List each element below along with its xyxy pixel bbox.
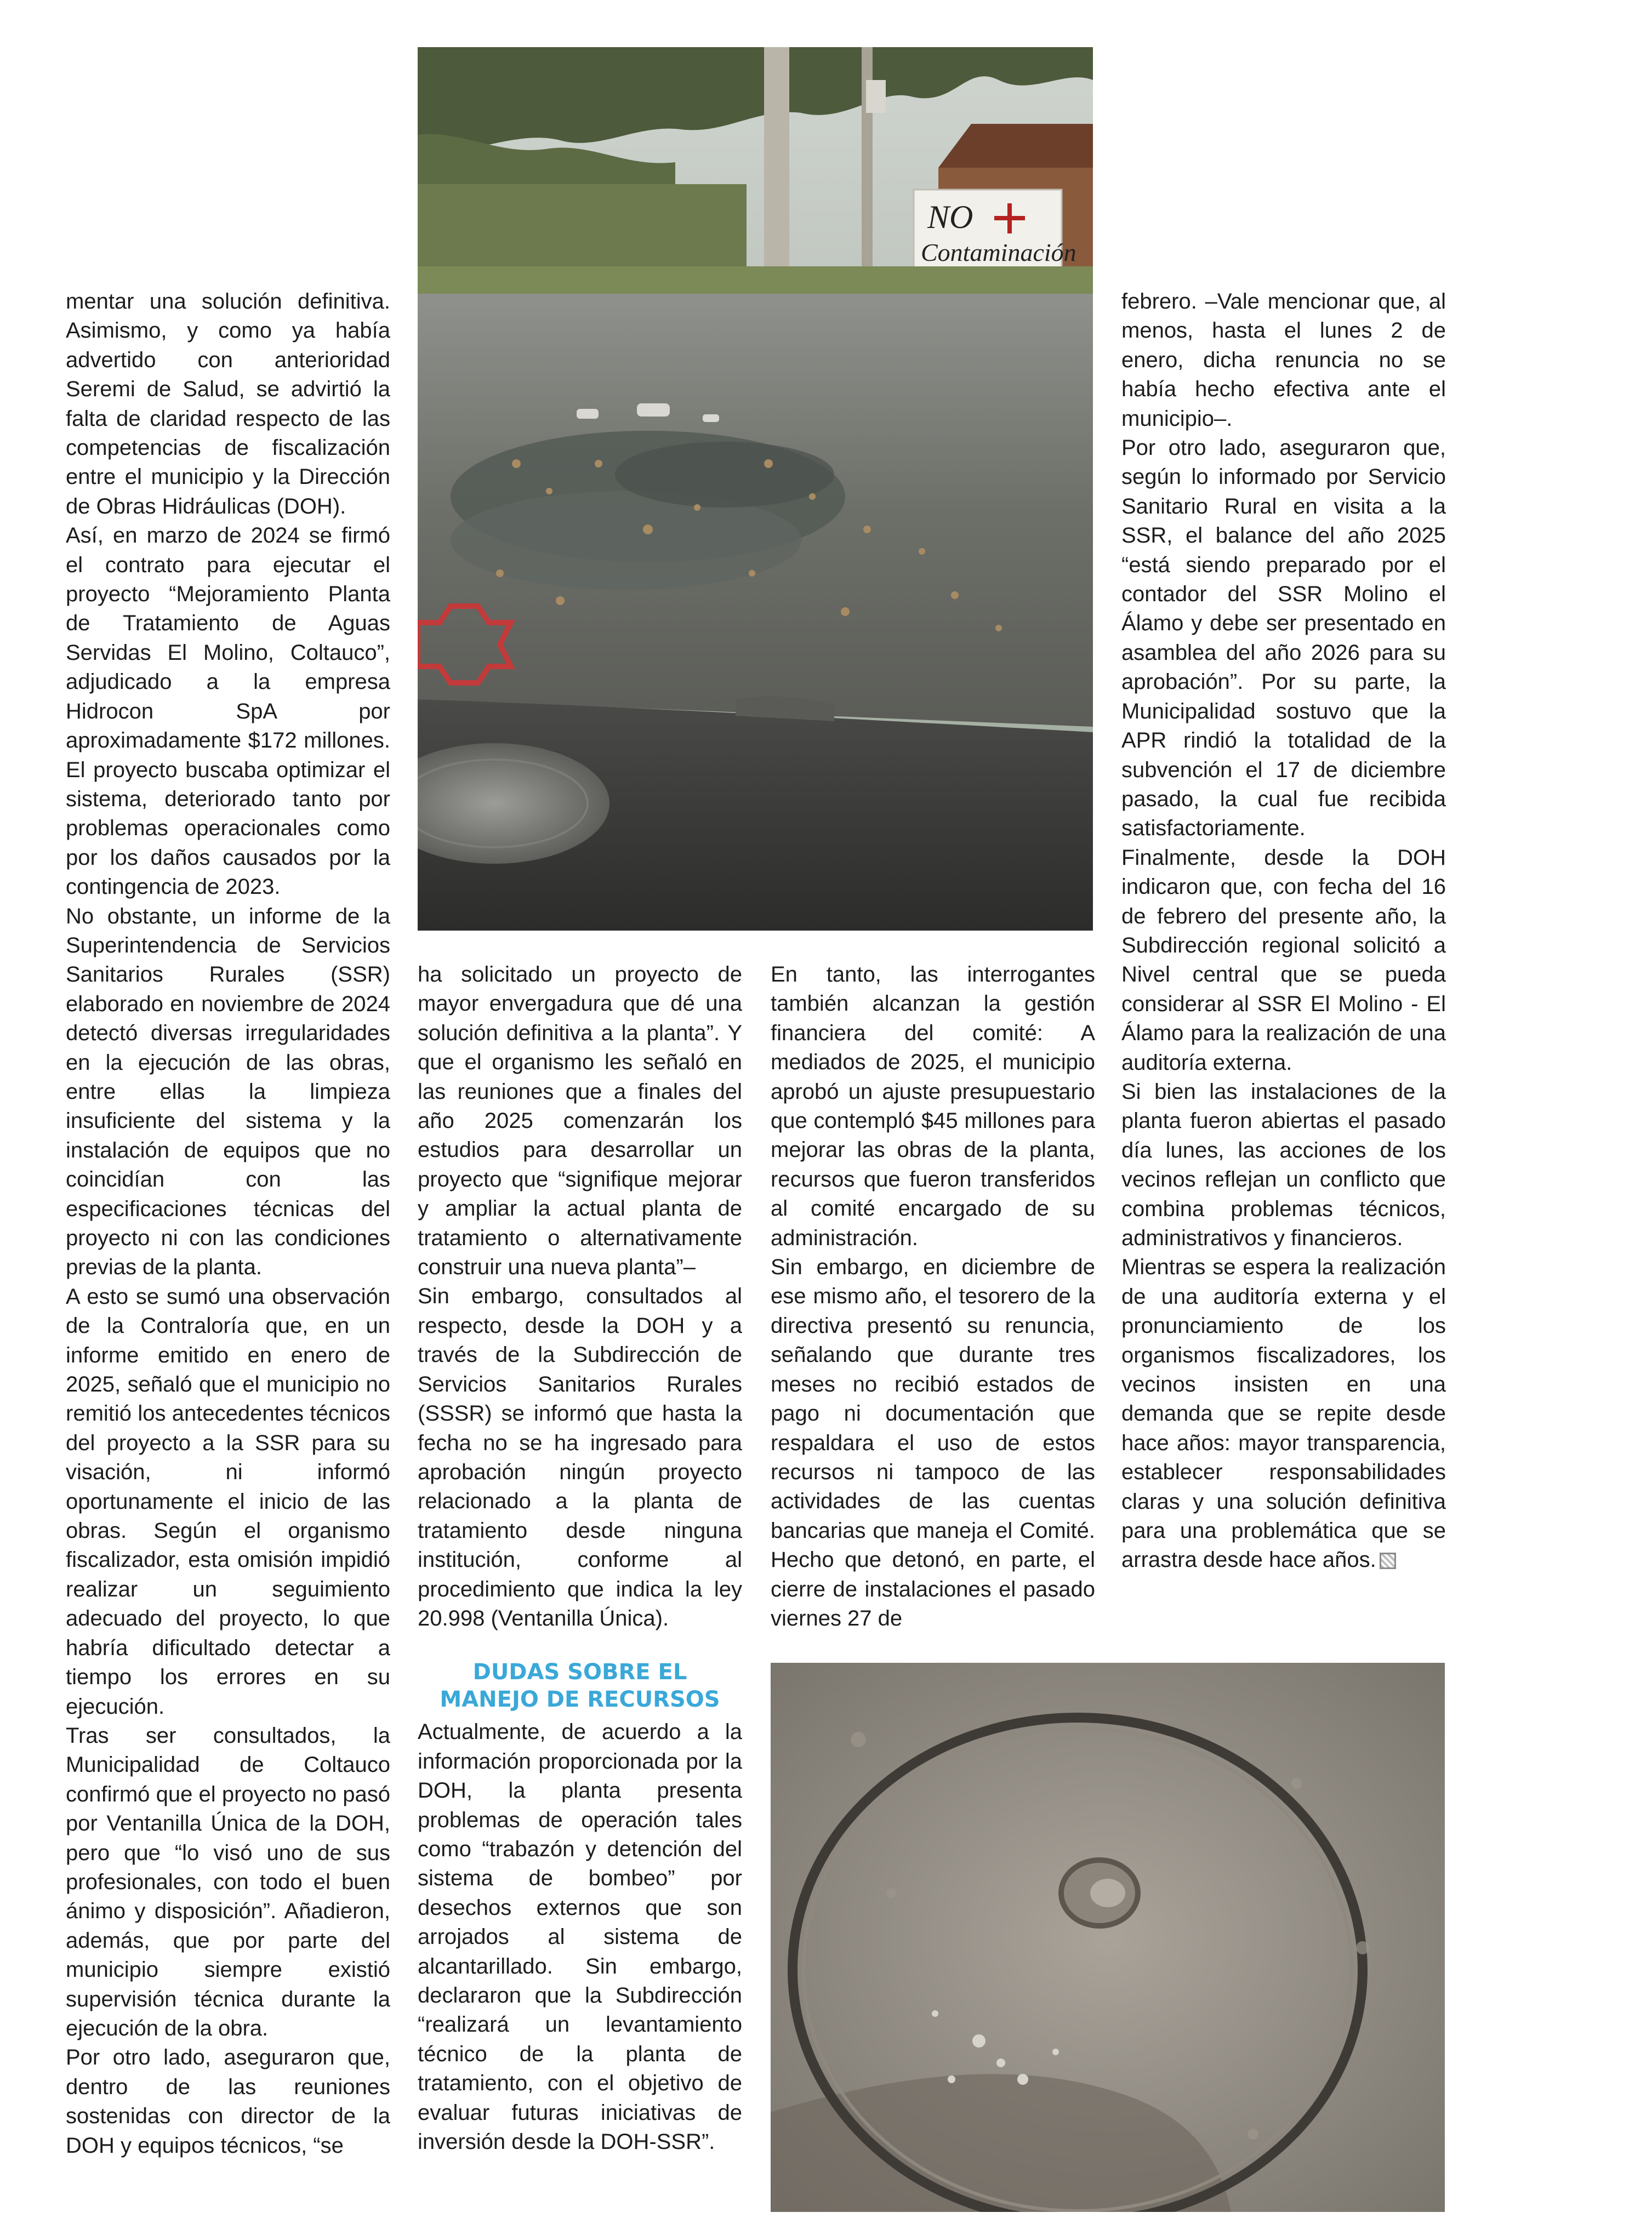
col4-paragraph: Por otro lado, aseguraron que, según lo informado por Servicio Sanitario Rural en visita a la SSR, el balance del año 2025 “está siendo preparado por el contador del SSR Molino el Álamo y debe ser presentado en asamblea del año 2026 para su aprobación”. Por su parte, la Municipalidad sostuvo que la APR rindió la totalidad de la subvención el 17 de diciembre pasado, la cual fue recibida satisfactoriamente.	[1121, 436, 1446, 841]
col1-paragraph: No obstante, un informe de la Superintendencia de Servicios Sanitarios Rurales (SSR) elaborado en noviembre de 2024 detectó diversas irregularidades en la ejecución de las obras, entre ellas la limpieza insuficiente del sistema y la instalación de equipos que no coincidían con las especificaciones técnicas del proyecto ni con las condiciones previas de la planta.	[66, 904, 390, 1280]
banner-text-no: NO	[927, 199, 973, 235]
article-end-icon	[1380, 1553, 1396, 1569]
article-column-1	[66, 287, 390, 2160]
photo-manhole-cover	[771, 1663, 1445, 2212]
col1-paragraph: Así, en marzo de 2024 se firmó el contrato para ejecutar el proyecto “Mejoramiento Planta de Tratamiento de Aguas Servidas El Molino, Coltauco”, adjudicado a la empresa Hidrocon SpA por aproximadamente $172 millones. El proyecto buscaba optimizar el sistema, deteriorado tanto por problemas operacionales como por los daños causados por la contingencia de 2023.	[66, 523, 390, 899]
subheading-line-1: DUDAS SOBRE EL	[472, 1660, 687, 1685]
col3-paragraph: En tanto, las interrogantes también alcanzan la gestión financiera del comité: A mediados de 2025, el municipio aprobó un ajuste presupuestario que contempló $45 millones para mejorar las obras de la planta, recursos que fueron transferidos al comité encargado de su administración.	[771, 962, 1095, 1250]
col1-paragraph: Por otro lado, aseguraron que, dentro de las reuniones sostenidas con director de la DOH y equipos técnicos, “se	[66, 2045, 390, 2158]
photo-sewage-road	[418, 47, 1093, 931]
col3-paragraph: Sin embargo, en diciembre de ese mismo año, el tesorero de la directiva presentó su renuncia, señalando que durante tres meses no recibió estados de pago ni documentación que respaldara el uso de estos recursos ni tampoco de las actividades de las cuentas bancarias que maneja el Comité. Hecho que detonó, en parte, el cierre de instalaciones el pasado viernes 27 de	[771, 1255, 1095, 1630]
col4-paragraph: febrero. –Vale mencionar que, al menos, hasta el lunes 2 de enero, dicha renuncia no se había hecho efectiva ante el municipio–.	[1121, 289, 1446, 431]
subheading-line-2: MANEJO DE RECURSOS	[440, 1687, 720, 1713]
article-column-3	[771, 960, 1095, 1633]
col2-paragraph: Actualmente, de acuerdo a la información proporcionada por la DOH, la planta presenta problemas de operación tales como “trabazón y detención del sistema de bombeo” por desechos externos que son arrojados al sistema de alcantarillado. Sin embargo, declararon que la Subdirección “realizará un levantamiento técnico de la planta de tratamiento, con el objetivo de evaluar futuras iniciativas de inversión desde la DOH-SSR”.	[418, 1720, 742, 2154]
col1-paragraph: mentar una solución definitiva. Asimismo, y como ya había advertido con anterioridad Seremi de Salud, se advirtió la falta de claridad respecto de las competencias de fiscalización entre el municipio y la Dirección de Obras Hidráulicas (DOH).	[66, 289, 390, 518]
photo-sewage-road-image	[418, 47, 1093, 931]
col4-last-paragraph	[1121, 1253, 1446, 1575]
photo-manhole-cover-image	[771, 1663, 1445, 2212]
col2-paragraph: Sin embargo, consultados al respecto, desde la DOH y a través de la Subdirección de Servicios Sanitarios Rurales (SSSR) se informó que hasta la fecha no se ha ingresado para aprobación ningún proyecto relacionado a la planta de tratamiento desde ninguna institución, conforme al procedimiento que indica la ley 20.998 (Ventanilla Única).	[418, 1284, 742, 1630]
col1-paragraph: Tras ser consultados, la Municipalidad de Coltauco confirmó que el proyecto no pasó por Ventanilla Única de la DOH, pero que “lo visó uno de sus profesionales, con todo el buen ánimo y disposición”. Añadieron, además, que por parte del municipio siempre existió supervisión técnica durante la ejecución de la obra.	[66, 1723, 390, 2040]
col1-paragraph: A esto se sumó una observación de la Contraloría que, en un informe emitido en enero de 2025, señaló que el municipio no remitió los antecedentes técnicos del proyecto a la SSR para su visación, ni informó oportunamente el inicio de las obras. Según el organismo fiscalizador, esta omisión impidió realizar un seguimiento adecuado del proyecto, lo que habría dificultado detectar a tiempo los errores en su ejecución.	[66, 1284, 390, 1719]
col4-paragraph: Si bien las instalaciones de la planta fueron abiertas el pasado día lunes, las acciones de los vecinos reflejan un conflicto que combina problemas técnicos, administrativos y financieros.	[1121, 1079, 1446, 1250]
article-column-4	[1121, 287, 1446, 1575]
col4-last-paragraph-text: Mientras se espera la realización de una auditoría externa y el pronunciamiento de los organismos fiscalizadores, los vecinos insisten en una demanda que se repite desde hace años: mayor transparencia, establecer responsabilidades claras y una solución definitiva para una problemática que se arrastra desde hace años.	[1121, 1255, 1446, 1572]
article-column-2	[418, 960, 742, 2157]
section-subheading	[418, 1658, 742, 1713]
col2-paragraph: ha solicitado un proyecto de mayor envergadura que dé una solución definitiva a la planta”. Y que el organismo les señaló en las reuniones que a finales del año 2025 comenzarán los estudios para desarrollar un proyecto que “signifique mejorar y ampliar la actual planta de tratamiento o alternativamente construir una nueva planta”–	[418, 962, 742, 1280]
banner-text-contaminacion: Contaminación	[921, 238, 1076, 266]
col4-paragraph: Finalmente, desde la DOH indicaron que, con fecha del 16 de febrero del presente año, la Subdirección regional solicitó a Nivel central que se pueda considerar al SSR El Molino - El Álamo para la realización de una auditoría externa.	[1121, 845, 1446, 1075]
